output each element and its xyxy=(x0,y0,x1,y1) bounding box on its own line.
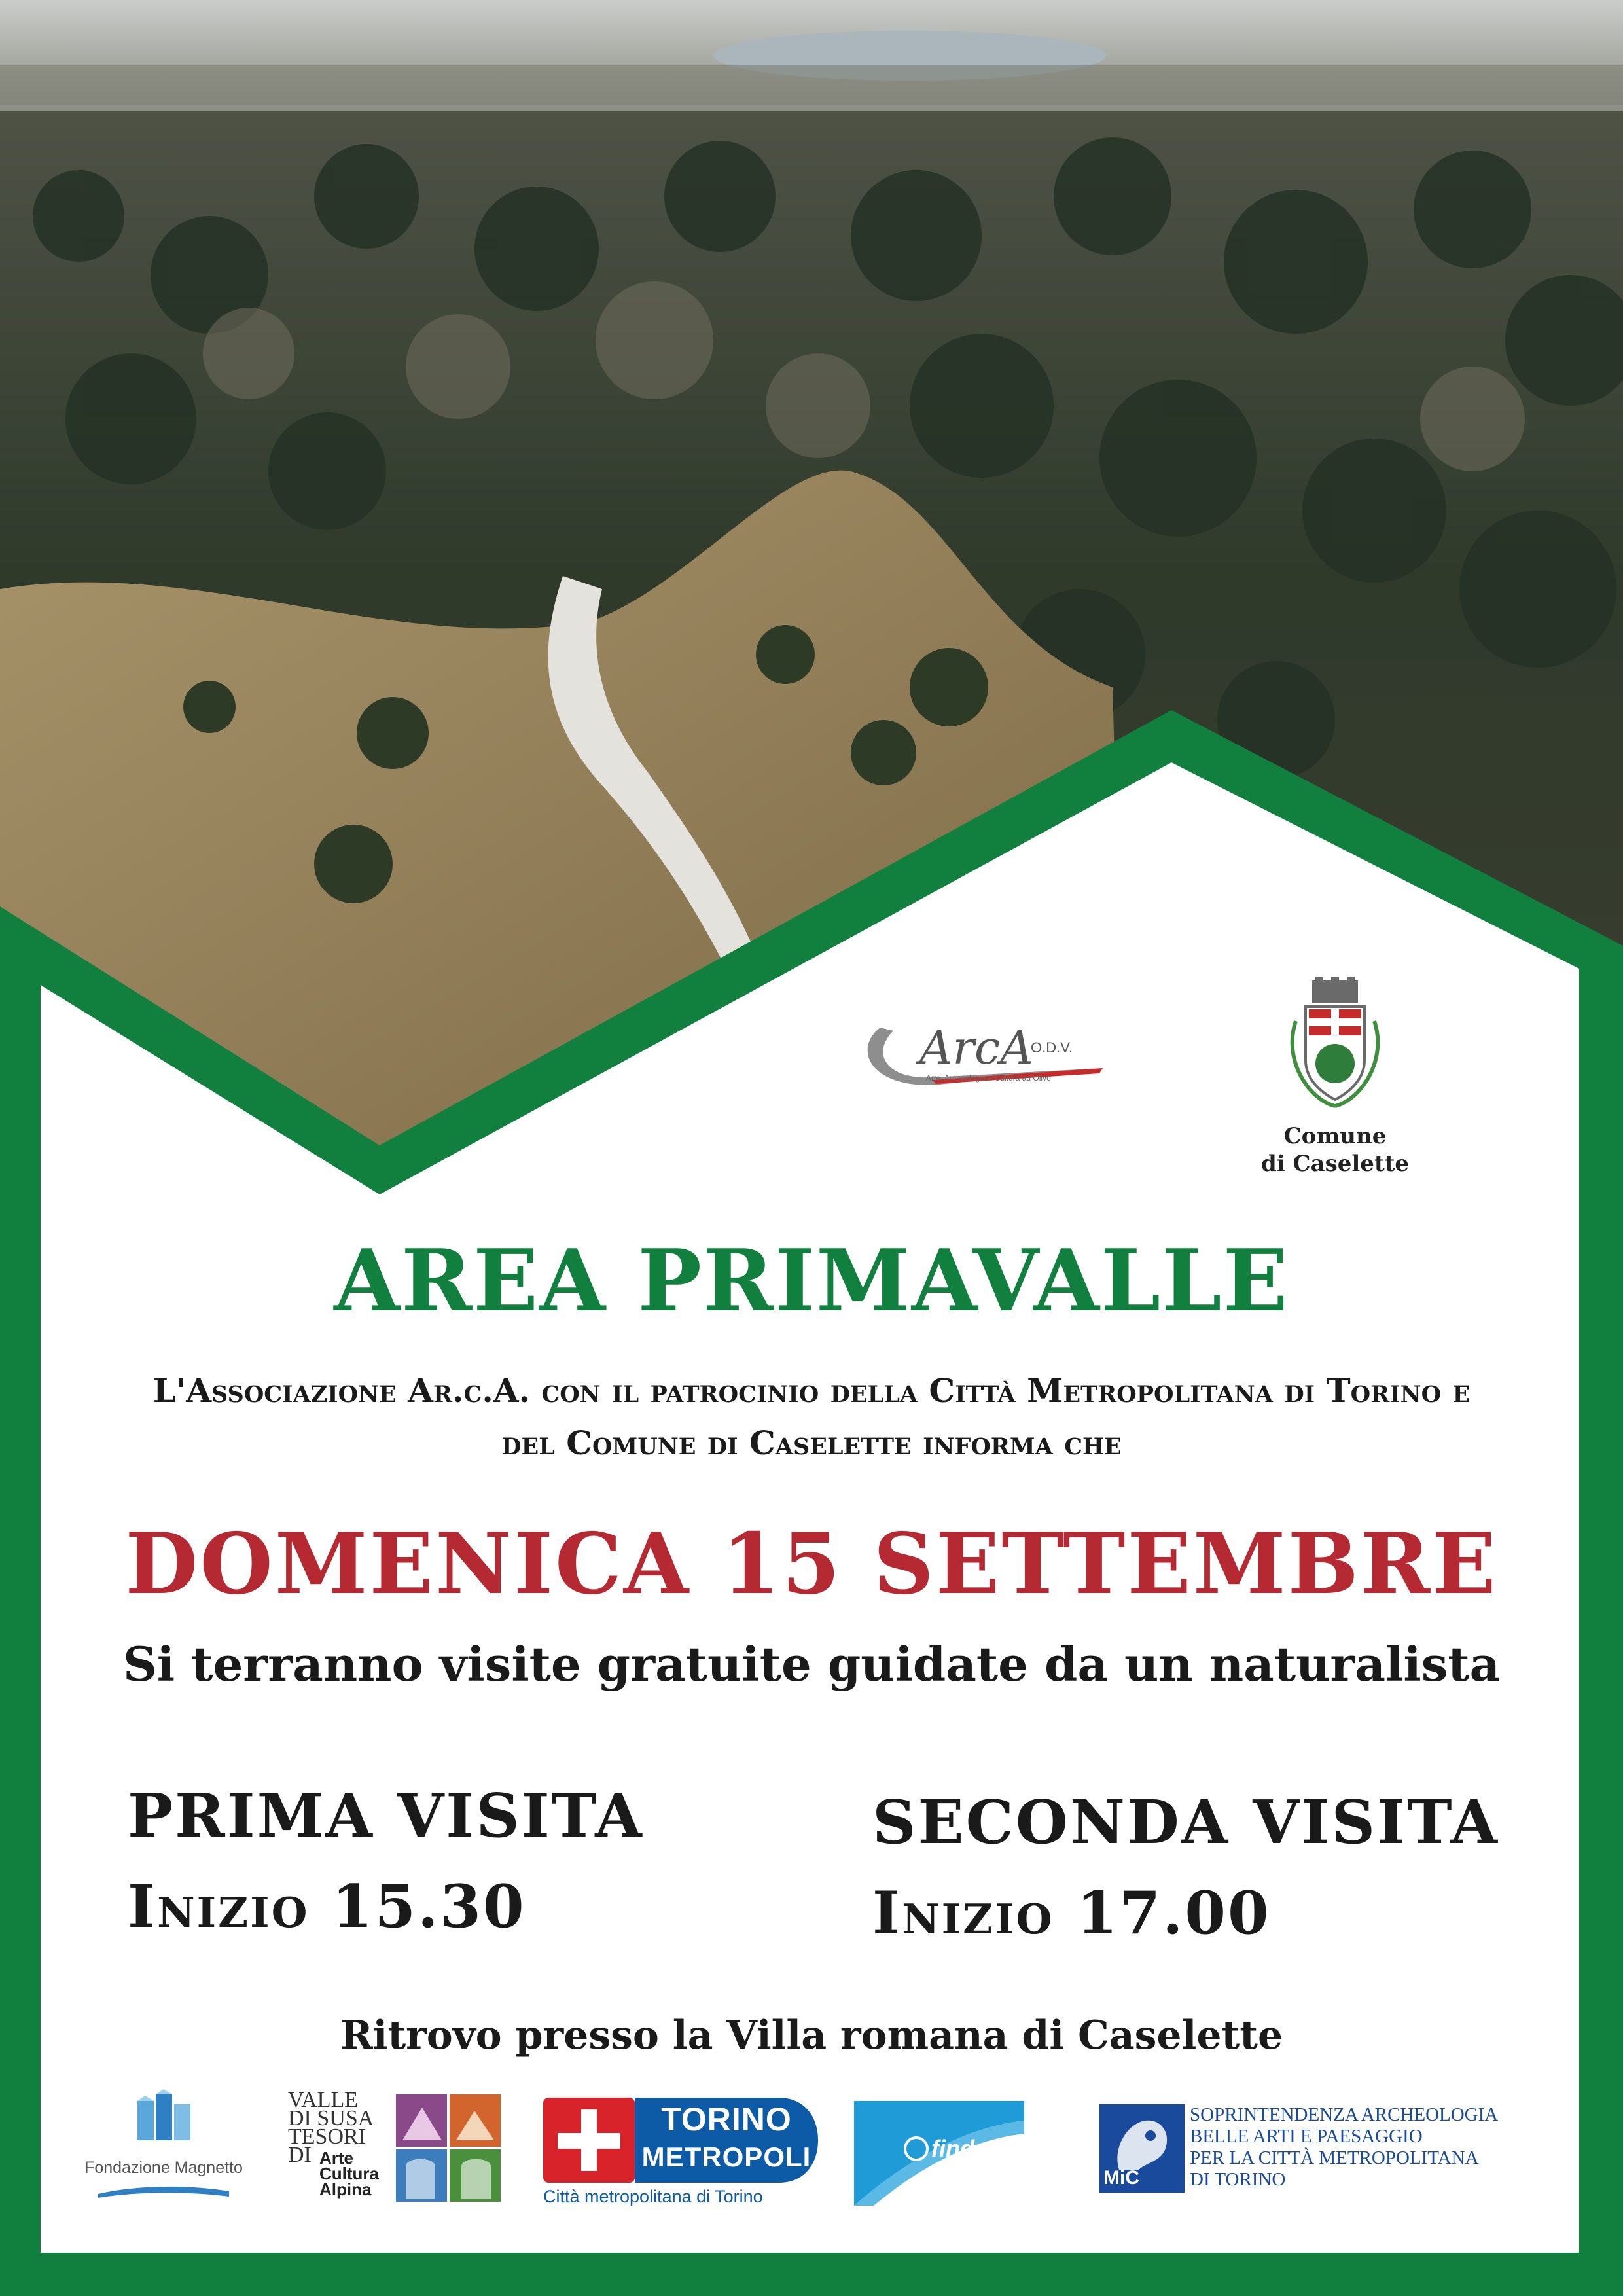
arca-name: ArcA xyxy=(919,1021,1033,1075)
sponsor-fondazione-magnetto xyxy=(72,2088,255,2206)
sponsor-soprintendenza xyxy=(1099,2104,1551,2196)
event-title: AREA PRIMAVALLE xyxy=(334,1230,1289,1331)
soprintendenza-line-3: PER LA CITTÀ METROPOLITANA xyxy=(1190,2147,1479,2168)
arca-logo xyxy=(854,1008,1116,1100)
torino-line-1: TORINO xyxy=(661,2101,792,2138)
comune-line-1: Comune xyxy=(1283,1123,1387,1149)
valle-line-6: Cultura xyxy=(319,2164,379,2183)
valle-line-4: DI xyxy=(288,2143,312,2167)
finder-name: finder xyxy=(931,2135,997,2162)
second-visit-time: Inizio 17.00 xyxy=(872,1878,1271,1948)
finder-tagline: SWITCH TO THE FUTURE xyxy=(934,2162,1006,2169)
event-date: DOMENICA 15 SETTEMBRE xyxy=(125,1515,1498,1613)
intro-line-2: del Comune di Caselette informa che xyxy=(501,1424,1122,1462)
arca-suffix: O.D.V. xyxy=(1031,1039,1073,1056)
first-visit-title: PRIMA VISITA xyxy=(128,1780,644,1851)
magnetto-name: Fondazione Magnetto xyxy=(84,2159,243,2177)
mic-mark: MiC xyxy=(1103,2167,1139,2189)
valle-line-7: Alpina xyxy=(319,2179,372,2199)
event-subtitle: Si terranno visite gratuite guidate da un naturalista xyxy=(122,1636,1501,1692)
valle-line-2: DI SUSA xyxy=(288,2106,374,2130)
arca-tagline: Arte, Archeologia e Cultura ad Olivo xyxy=(926,1073,1051,1083)
valle-line-1: VALLE xyxy=(288,2088,359,2112)
soprintendenza-line-4: DI TORINO xyxy=(1190,2169,1286,2190)
soprintendenza-line-2: BELLE ARTI E PAESAGGIO xyxy=(1190,2126,1423,2147)
magnetto-cubes-icon xyxy=(131,2088,196,2153)
comune-logo xyxy=(1243,975,1427,1191)
second-visit-title: SECONDA VISITA xyxy=(872,1787,1499,1857)
sponsor-torino-metropoli xyxy=(543,2098,818,2209)
valle-line-5: Arte xyxy=(319,2148,354,2168)
first-visit-time: Inizio 15.30 xyxy=(128,1872,526,1941)
torino-line-2: METROPOLI xyxy=(641,2142,812,2172)
coat-of-arms-icon xyxy=(1283,975,1387,1113)
sponsor-finder xyxy=(854,2101,1024,2206)
meeting-point: Ritrovo presso la Villa romana di Caselette xyxy=(340,2013,1283,2058)
comune-line-2: di Caselette xyxy=(1261,1151,1409,1177)
magnetto-wave-icon xyxy=(98,2179,229,2199)
valle-line-3: TESORI xyxy=(288,2125,366,2149)
torino-caption: Città metropolitana di Torino xyxy=(543,2187,763,2206)
intro-line-1: L'Associazione Ar.c.A. con il patrocinio della Città Metropolitana di Torino e xyxy=(152,1371,1471,1410)
soprintendenza-line-1: SOPRINTENDENZA ARCHEOLOGIA xyxy=(1190,2104,1499,2125)
valle-di-susa-mosaic-icon xyxy=(396,2094,501,2202)
sponsor-valle-di-susa xyxy=(288,2088,504,2209)
